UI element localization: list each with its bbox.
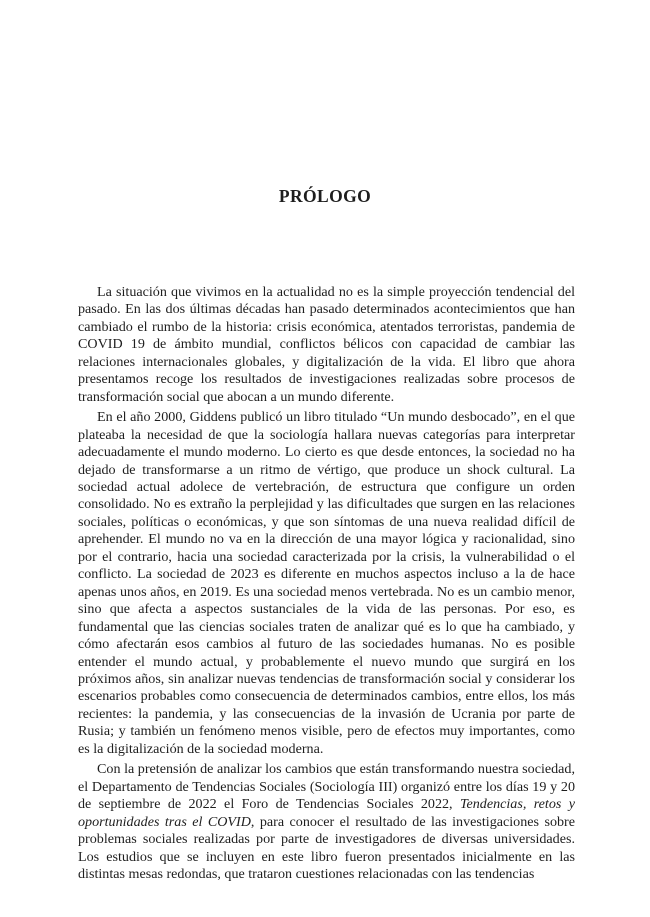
- page-title: PRÓLOGO: [278, 186, 372, 206]
- prologue-body: [78, 284, 575, 883]
- paragraph-3-text-end: , para conocer el resultado de las investigaciones sobre problemas sociales realizadas por parte de investigadores de diversas universidades. Los estudios que se incluyen en este libro fueron presentados inicialmente en las distintas mesas redondas, que trataron cuestiones relacionadas con las tendencias: [78, 813, 575, 882]
- paragraph-2: En el año 2000, Giddens publicó un libro titulado “Un mundo desbocado”, en el que plateaba la necesidad de que la sociología hallara nuevas categorías para interpretar adecuadamente el mundo moderno. Lo cierto es que desde entonces, la sociedad no ha dejado de transformarse a un ritmo de vértigo, que produce un shock cultural. La sociedad actual adolece de vertebración, de estructura que configure un orden consolidado. No es extraño la perplejidad y las dificultades que surgen en las relaciones sociales, políticas o económicas, y que son síntomas de una nueva realidad difícil de aprehender. El mundo no va en la dirección de una mayor lógica y racionalidad, sino por el contrario, hacia una sociedad caracterizada por la crisis, la vulnerabilidad o el conflicto. La sociedad de 2023 es diferente en muchos aspectos incluso a la de hace apenas unos años, en 2019. Es una sociedad menos vertebrada. No es un cambio menor, sino que afecta a aspectos sustanciales de la vida de las personas. Por eso, es fundamental que las ciencias sociales traten de analizar qué es lo que ha cambiado, y cómo afectarán esos cambios al futuro de las sociedades humanas. No es posible entender el mundo actual, y probablemente el nuevo mundo que surgirá en los próximos años, sin analizar nuevas tendencias de transformación social y considerar los escenarios probables como consecuencia de determinados cambios, entre ellos, los más recientes: la pandemia, y las consecuencias de la invasión de Ucrania por parte de Rusia; y también un fenómeno menos visible, pero de efectos muy importantes, como es la digitalización de la sociedad moderna.: [78, 409, 575, 757]
- paragraph-3-text-start: Con la pretensión de analizar los cambios que están transformando nuestra sociedad, el Departamento de Tendencias Sociales (Sociología III) organizó entre los días 19 y 20 de septiembre de 2022 el Foro de Tendencias Sociales 2022,: [78, 761, 575, 813]
- forum-title-italic: Tendencias, retos y oportunidades tras el COVID: [78, 796, 575, 830]
- paragraph-3: [78, 761, 575, 883]
- paragraph-1: La situación que vivimos en la actualidad no es la simple proyección tendencial del pasado. En las dos últimas décadas han pasado determinados acontecimientos que han cambiado el rumbo de la historia: crisis económica, atentados terroristas, pandemia de COVID 19 de ámbito mundial, conflictos bélicos con capacidad de cambiar las relaciones internacionales globales, y digitalización de la vida. El libro que ahora presentamos recoge los resultados de investigaciones realizadas sobre procesos de transformación social que abocan a un mundo diferente.: [78, 284, 575, 405]
